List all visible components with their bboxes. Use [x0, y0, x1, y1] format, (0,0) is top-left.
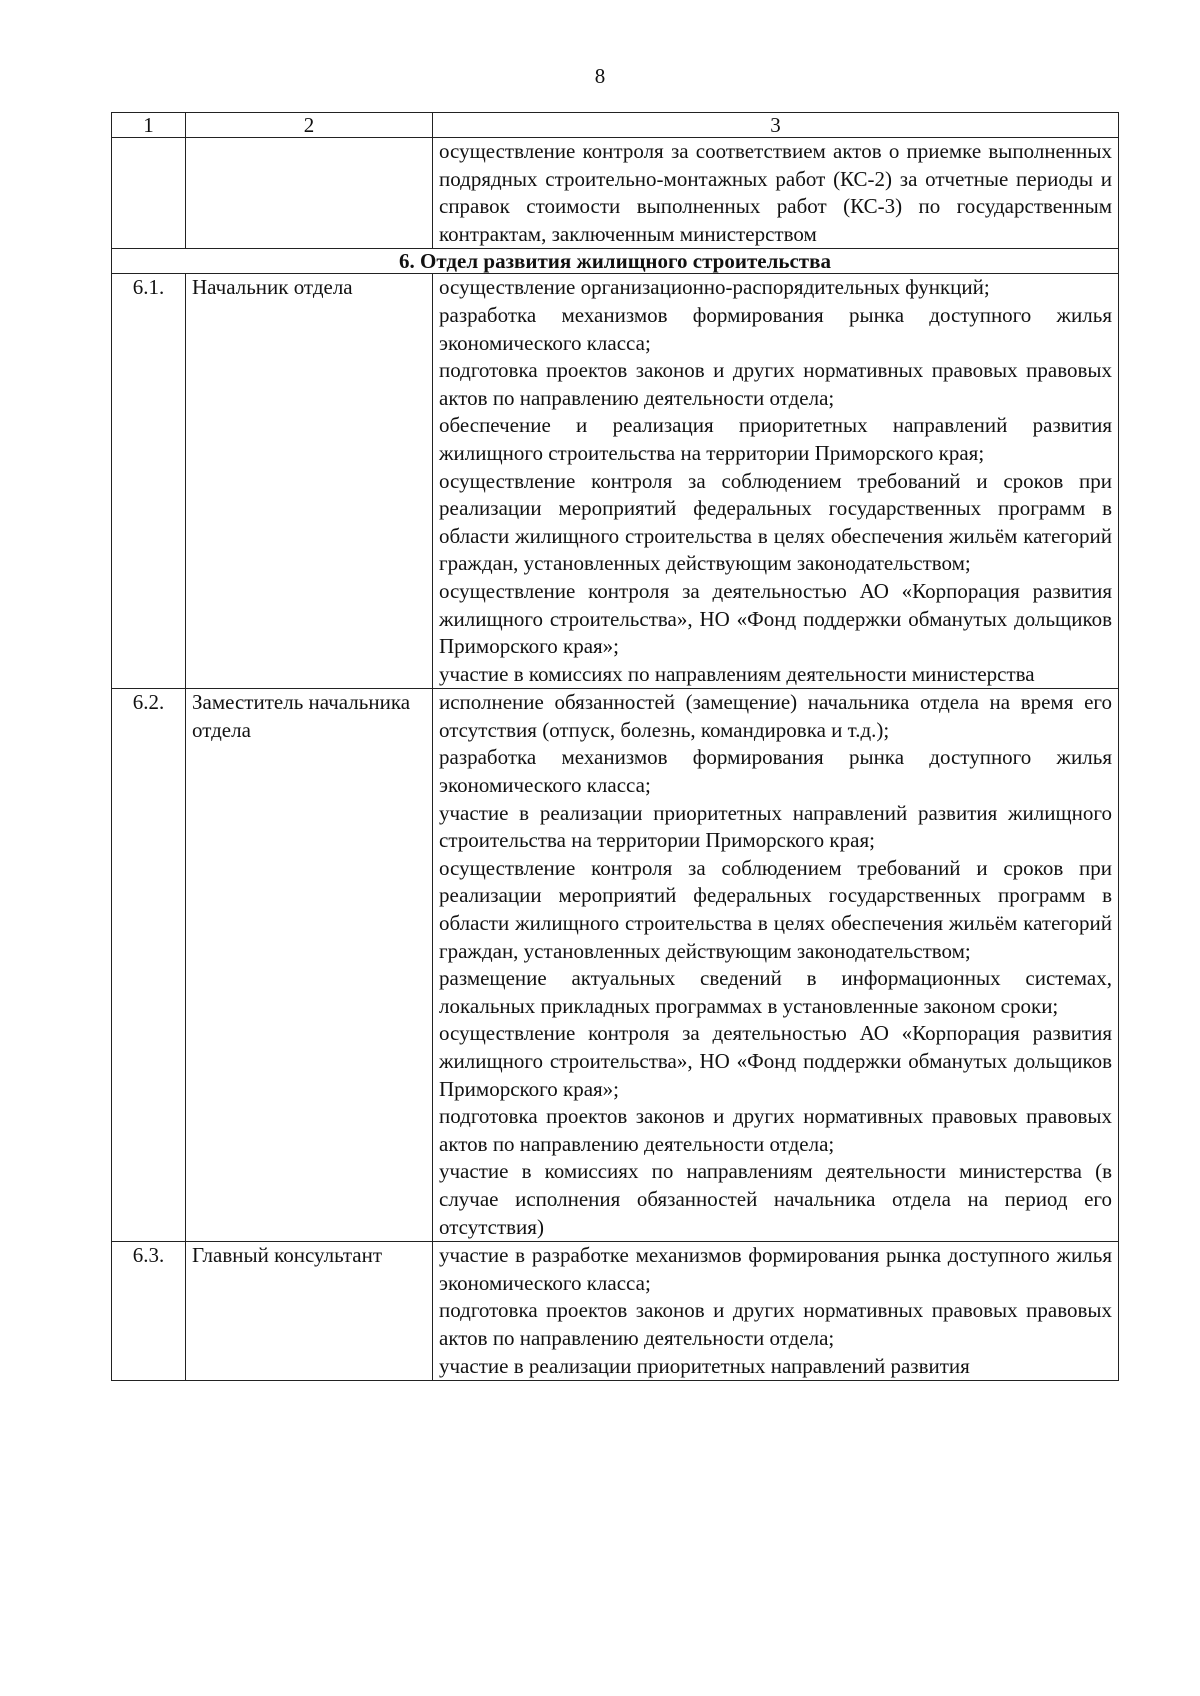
duty-item: осуществление контроля за деятельностью АО «Корпорация развития жилищного строительства», НО «Фонд поддержки обманутых дольщиков Приморского края»;: [439, 578, 1112, 659]
duties-list: [433, 1242, 1119, 1381]
row-number: 6.3.: [112, 1242, 186, 1381]
section-header-row: [112, 249, 1119, 274]
duty-item: осуществление контроля за соблюдением требований и сроков при реализации мероприятий федеральных государственных программ в области жилищного строительства в целях обеспечения жильём категорий граждан, установленных действующим законодательством;: [439, 468, 1112, 576]
duty-item: подготовка проектов законов и других нормативных правовых правовых актов по направлению деятельности отдела;: [439, 1298, 1112, 1350]
duty-item: участие в реализации приоритетных направлений развития жилищного строительства на территории Приморского края;: [439, 800, 1112, 853]
position-title: Заместитель начальника отдела: [186, 689, 433, 1242]
duty-item: подготовка проектов законов и других нормативных правовых правовых актов по направлению деятельности отдела;: [439, 358, 1112, 410]
table-header-row: [112, 113, 1119, 138]
duty-item: участие в комиссиях по направлениям деятельности министерства (в случае исполнения обязанностей начальника отдела на период его отсутствия): [439, 1159, 1112, 1239]
column-header-duties: 3: [433, 113, 1119, 138]
duty-item: осуществление контроля за соблюдением требований и сроков при реализации мероприятий федеральных государственных программ в области жилищного строительства в целях обеспечения жильём категорий граждан, установленных действующим законодательством;: [439, 855, 1112, 963]
table-row: [112, 274, 1119, 689]
position-title: Главный консультант: [186, 1242, 433, 1381]
duty-item: осуществление контроля за деятельностью АО «Корпорация развития жилищного строительства», НО «Фонд поддержки обманутых дольщиков Приморского края»;: [439, 1021, 1112, 1101]
table-body: [112, 113, 1119, 1381]
duty-item: размещение актуальных сведений в информационных системах, локальных прикладных программах в установленные законом сроки;: [439, 966, 1112, 1018]
duty-item: подготовка проектов законов и других нормативных правовых правовых актов по направлению деятельности отдела;: [439, 1104, 1112, 1156]
position-title: [186, 138, 433, 249]
duty-item: обеспечение и реализация приоритетных направлений развития жилищного строительства на территории Приморского края;: [439, 413, 1112, 465]
duty-item: осуществление организационно-распорядительных функций;: [439, 275, 990, 300]
column-header-number: 1: [112, 113, 186, 138]
table-row: [112, 1242, 1119, 1381]
duty-item: осуществление контроля за соответствием актов о приемке выполненных подрядных строительно-монтажных работ (КС-2) за отчетные периоды и справок стоимости выполненных работ (КС-3) по государственным контрактам, заключенным министерством: [439, 139, 1112, 246]
duty-item: участие в комиссиях по направлениям деятельности министерства: [439, 661, 1035, 686]
table-row: [112, 689, 1119, 1242]
duties-list: [433, 274, 1119, 689]
duty-item: участие в разработке механизмов формирования рынка доступного жилья экономического класса;: [439, 1243, 1112, 1295]
duty-item: участие в реализации приоритетных направлений развития: [439, 1353, 970, 1378]
duties-list: [433, 689, 1119, 1242]
duty-item: исполнение обязанностей (замещение) начальника отдела на время его отсутствия (отпуск, болезнь, командировка и т.д.);: [439, 690, 1112, 742]
row-number: 6.1.: [112, 274, 186, 689]
duties-table: [111, 112, 1119, 1381]
duty-item: разработка механизмов формирования рынка доступного жилья экономического класса;: [439, 302, 1112, 355]
duties-list: [433, 138, 1119, 249]
page-number: 8: [594, 64, 606, 88]
row-number: 6.2.: [112, 689, 186, 1242]
duty-item: разработка механизмов формирования рынка доступного жилья экономического класса;: [439, 745, 1112, 798]
row-number: [112, 138, 186, 249]
section-title: 6. Отдел развития жилищного строительства: [112, 249, 1119, 274]
continuation-row: [112, 138, 1119, 249]
position-title: Начальник отдела: [186, 274, 433, 689]
column-header-position: 2: [186, 113, 433, 138]
